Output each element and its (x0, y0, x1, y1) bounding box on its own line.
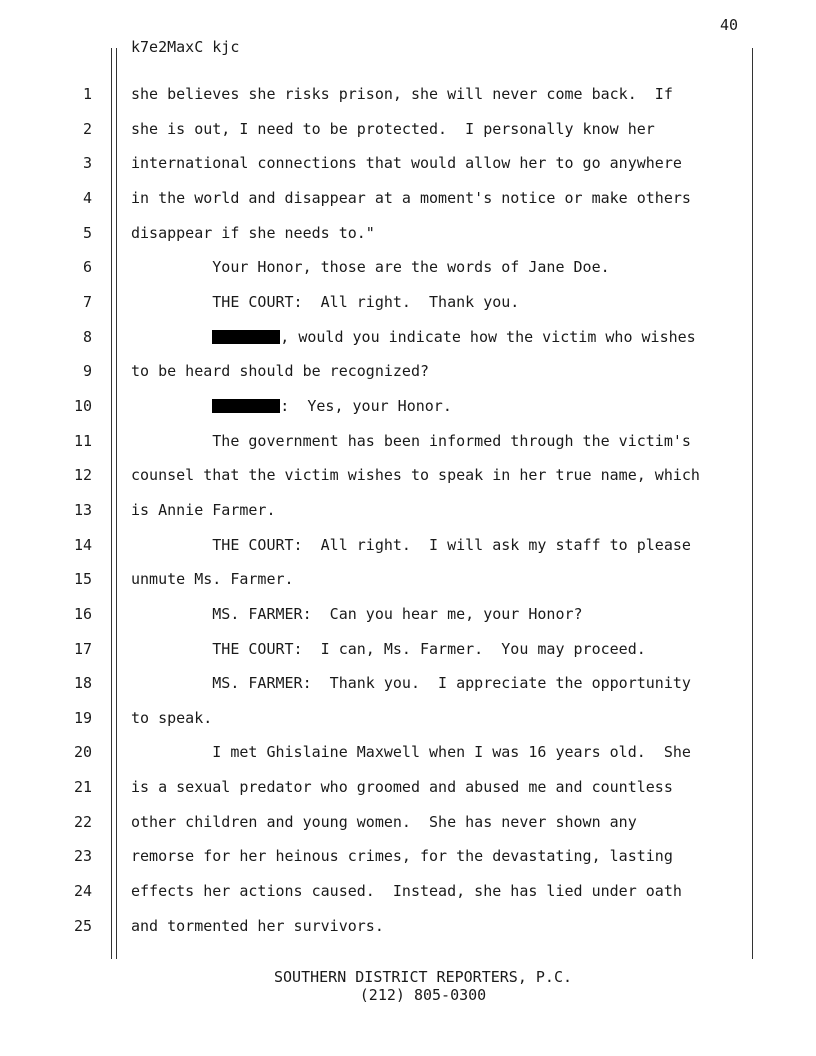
line-number: 17 (73, 639, 92, 658)
line-text: she is out, I need to be protected. I personally know her (131, 119, 655, 138)
line-text: effects her actions caused. Instead, she has lied under oath (131, 882, 682, 901)
line-number: 4 (82, 188, 92, 207)
line-text: The government has been informed through the victim's (131, 431, 691, 450)
transcript-line (0, 321, 816, 356)
line-number: 8 (82, 327, 92, 346)
transcript-line (0, 840, 816, 875)
line-text: counsel that the victim wishes to speak in her true name, which (131, 466, 700, 485)
line-text: is Annie Farmer. (131, 500, 276, 519)
line-text: other children and young women. She has never shown any (131, 812, 637, 831)
line-number: 25 (73, 916, 92, 935)
line-text: THE COURT: I can, Ms. Farmer. You may proceed. (131, 639, 646, 658)
line-text: THE COURT: All right. I will ask my staff to please (131, 535, 691, 554)
transcript-line (0, 563, 816, 598)
line-text: and tormented her survivors. (131, 916, 384, 935)
transcript-line (0, 459, 816, 494)
line-number: 19 (73, 708, 92, 727)
transcript-line (0, 529, 816, 564)
line-number: 15 (73, 570, 92, 589)
transcript-line (0, 217, 816, 252)
line-text: unmute Ms. Farmer. (131, 570, 294, 589)
transcript-line (0, 633, 816, 668)
transcript-line (0, 390, 816, 425)
redaction-bar (212, 330, 280, 344)
line-text: to speak. (131, 708, 213, 727)
transcript-line (0, 598, 816, 633)
line-number: 22 (73, 812, 92, 831)
line-text: MS. FARMER: Thank you. I appreciate the opportunity (131, 674, 691, 693)
line-number: 10 (73, 396, 92, 415)
docket-code: k7e2MaxC kjc (131, 38, 240, 56)
transcript-line (0, 771, 816, 806)
transcript-line (0, 78, 816, 113)
line-indent (131, 328, 212, 346)
line-text: in the world and disappear at a moment's notice or make others (131, 188, 691, 207)
line-number: 14 (73, 535, 92, 554)
line-number: 18 (73, 674, 92, 693)
transcript-line (0, 910, 816, 945)
footer (0, 968, 816, 1004)
line-text (131, 397, 452, 415)
transcript-line (0, 182, 816, 217)
line-text-after-redaction: , would you indicate how the victim who wishes (280, 327, 696, 346)
transcript-line (0, 806, 816, 841)
transcript-line (0, 286, 816, 321)
line-text (131, 328, 696, 346)
line-text: is a sexual predator who groomed and abused me and countless (131, 778, 673, 797)
line-text: disappear if she needs to." (131, 223, 375, 242)
line-number: 16 (73, 604, 92, 623)
page-number: 40 (719, 16, 738, 34)
line-text: Your Honor, those are the words of Jane Doe. (131, 258, 610, 277)
transcript-line (0, 875, 816, 910)
redaction-bar (212, 399, 280, 413)
transcript-line (0, 425, 816, 460)
line-number: 9 (82, 362, 92, 381)
footer-reporter-name: SOUTHERN DISTRICT REPORTERS, P.C. (273, 968, 572, 986)
footer-phone: (212) 805-0300 (359, 986, 487, 1004)
transcript-body (0, 78, 816, 944)
transcript-line (0, 702, 816, 737)
line-number: 5 (82, 223, 92, 242)
line-number: 21 (73, 778, 92, 797)
line-number: 23 (73, 847, 92, 866)
line-number: 13 (73, 500, 92, 519)
line-text: MS. FARMER: Can you hear me, your Honor? (131, 604, 583, 623)
line-number: 1 (82, 85, 92, 103)
transcript-line (0, 736, 816, 771)
line-number: 6 (82, 258, 92, 277)
line-text: I met Ghislaine Maxwell when I was 16 years old. She (131, 743, 691, 762)
line-number: 24 (73, 882, 92, 901)
line-text: she believes she risks prison, she will never come back. If (131, 85, 673, 103)
transcript-line (0, 147, 816, 182)
line-text: THE COURT: All right. Thank you. (131, 292, 520, 311)
line-number: 12 (73, 466, 92, 485)
transcript-line (0, 494, 816, 529)
line-text-after-redaction: : Yes, your Honor. (280, 396, 452, 415)
transcript-line (0, 667, 816, 702)
line-indent (131, 397, 212, 415)
line-number: 3 (82, 154, 92, 173)
line-number: 20 (73, 743, 92, 762)
transcript-line (0, 113, 816, 148)
line-text: to be heard should be recognized? (131, 362, 430, 381)
line-number: 2 (82, 119, 92, 138)
line-text: international connections that would allow her to go anywhere (131, 154, 682, 173)
line-text: remorse for her heinous crimes, for the devastating, lasting (131, 847, 673, 866)
transcript-line (0, 355, 816, 390)
line-number: 7 (82, 292, 92, 311)
line-number: 11 (73, 431, 92, 450)
transcript-line (0, 251, 816, 286)
